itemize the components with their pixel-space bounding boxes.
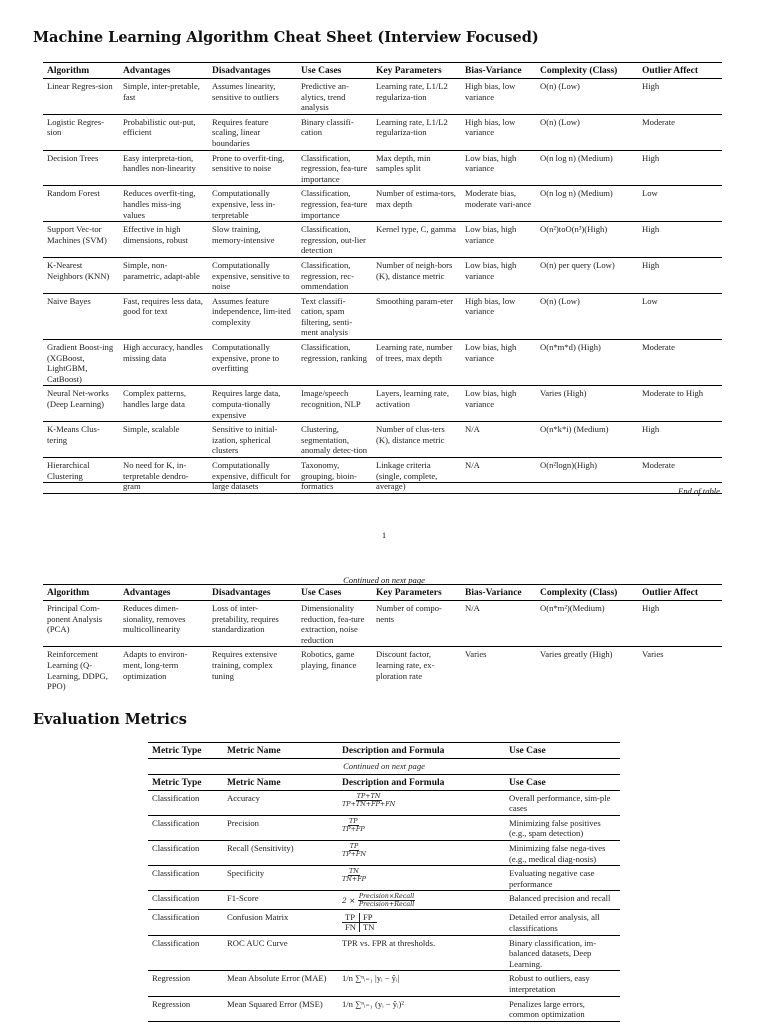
table-cell: Dimensionality reduction, fea-ture extraction, noise reduction: [301, 603, 365, 645]
table-cell: O(n) (Low): [540, 295, 580, 306]
metric-row: [148, 815, 620, 840]
metric-name: Accuracy: [227, 792, 260, 803]
column-header: Metric Type: [148, 774, 223, 790]
column-header: Bias-Variance: [465, 66, 522, 76]
table-cell: Discount factor, learning rate, ex-ploration rate: [376, 649, 435, 681]
table-cell: K-Means Clus-tering: [47, 424, 100, 445]
numerator: TP: [349, 841, 359, 850]
column-header: Advantages: [123, 66, 171, 76]
metric-name: Precision: [227, 817, 259, 828]
table-cell: Simple, inter-pretable, fast: [123, 81, 200, 102]
metric-name: Specificity: [227, 868, 265, 879]
table-cell: Moderate: [642, 460, 675, 470]
table-cell: Linear Regres-sion: [47, 81, 113, 91]
table-cell: High: [642, 259, 660, 270]
table-cell: O(n*m²)(Medium): [540, 603, 605, 613]
metric-row: [148, 891, 620, 910]
table-cell: Low bias, high variance: [465, 342, 517, 363]
table-cell: O(n*k*i) (Medium): [540, 424, 609, 435]
metric-use-case: Evaluating negative case performance: [509, 868, 595, 889]
metric-formula: [338, 910, 505, 935]
denominator: TP+FN: [342, 849, 366, 858]
table-cell: Random Forest: [47, 188, 100, 199]
table-cell: N/A: [465, 460, 480, 470]
table-cell: Fast, requires less data, good for text: [123, 295, 203, 317]
metric-type: Regression: [152, 973, 191, 984]
table-cell: Neural Net-works (Deep Learning): [47, 388, 109, 410]
table-row: [43, 386, 722, 422]
formula: [342, 841, 366, 858]
numerator: TP: [349, 816, 358, 825]
metric-row: [148, 971, 620, 996]
fraction: [342, 868, 366, 883]
table-cell: O(n log n) (Medium): [540, 188, 613, 199]
table-cell: Number of clus-ters (K), distance metric: [376, 424, 445, 445]
formula-text: TPR vs. FPR at thresholds.: [342, 937, 436, 948]
document-title: Machine Learning Algorithm Cheat Sheet (Interview Focused): [33, 29, 539, 46]
matrix-cell: FN: [342, 923, 360, 932]
column-header: Algorithm: [47, 66, 90, 76]
column-header: Algorithm: [47, 588, 90, 598]
metric-type: Classification: [152, 792, 200, 803]
metric-type: Classification: [152, 937, 200, 948]
table-cell: Slow training, memory-intensive: [212, 224, 275, 245]
formula: [342, 867, 366, 884]
metric-use-case: Robust to outliers, easy interpretation: [509, 973, 590, 994]
table-cell: Varies: [642, 649, 664, 660]
table-cell: Layers, learning rate, activation: [376, 388, 450, 410]
table-cell: Computationally expensive, difficult for large datasets: [212, 460, 291, 492]
denominator: TP+FP: [342, 824, 365, 833]
metric-type: Classification: [152, 868, 200, 879]
table-cell: Moderate: [642, 342, 675, 353]
formula: [342, 791, 396, 808]
table-cell: Max depth, min samples split: [376, 152, 431, 174]
table-cell: Requires extensive training, complex tuning: [212, 649, 278, 681]
column-header: Metric Type: [152, 746, 202, 756]
column-header: Outlier Affect: [642, 588, 699, 598]
metric-name: Mean Absolute Error (MAE): [227, 973, 327, 984]
table-cell: High bias, low variance: [465, 116, 516, 138]
table-row: [43, 257, 722, 293]
column-header: Complexity (Class): [540, 588, 618, 598]
table-cell: Complex patterns, handles large data: [123, 388, 187, 410]
metrics-header-row: [148, 743, 620, 759]
table-cell: O(n²)toO(n³)(High): [540, 224, 608, 235]
table-cell: Computationally expensive, prone to overfitting: [212, 342, 280, 374]
table-cell: Moderate bias, moderate vari-ance: [465, 188, 532, 209]
formula-text: 1/n ∑ⁿᵢ₌₁ |yᵢ − ŷᵢ|: [342, 973, 400, 984]
continued-note: Continued on next page: [343, 575, 425, 585]
table-cell: Taxonomy, grouping, bioin-formatics: [301, 460, 357, 492]
table-cell: Classification, regression, ranking: [301, 342, 367, 363]
table-cell: Low bias, high variance: [465, 388, 517, 410]
table-cell: O(n log n) (Medium): [540, 152, 613, 163]
table-cell: Learning rate, L1/L2 regulariza-tion: [376, 116, 448, 138]
fraction: [342, 818, 365, 833]
table-cell: Varies (High): [540, 388, 587, 399]
table-cell: Computationally expensive, less in-terpretable: [212, 188, 276, 220]
table-cell: Clustering, segmentation, anomaly detec-tion: [301, 424, 368, 456]
column-header: Advantages: [123, 588, 171, 598]
metric-row: [148, 840, 620, 865]
metric-formula: [338, 840, 505, 865]
matrix-cell: TN: [363, 922, 375, 933]
table-cell: Support Vec-tor Machines (SVM): [47, 224, 107, 245]
table-cell: Requires feature scaling, linear boundaries: [212, 116, 269, 148]
metric-name: Recall (Sensitivity): [227, 842, 294, 853]
metric-type: Regression: [152, 998, 191, 1009]
metric-type: Classification: [152, 893, 200, 904]
fraction: [342, 793, 395, 808]
column-header: Disadvantages: [212, 66, 271, 76]
table-row: [43, 114, 722, 150]
table-cell: Reinforcement Learning (Q-Learning, DDPG, PPO): [47, 649, 108, 692]
metric-formula: [338, 866, 505, 891]
formula: [342, 816, 365, 833]
table-cell: Classification, regression, out-lier detection: [301, 224, 366, 256]
table-header-row: [43, 63, 722, 79]
continued-row: [148, 759, 620, 775]
table-cell: No need for K, in-terpretable dendro-gram: [123, 460, 189, 492]
table-cell: Easy interpreta-tion, handles non-linearity: [123, 152, 196, 174]
formula: [342, 892, 415, 909]
table-row: [43, 222, 722, 258]
continued-note: Continued on next page: [343, 761, 425, 771]
table-cell: High: [642, 603, 660, 613]
table-cell: Requires large data, computa-tionally expensive: [212, 388, 281, 420]
denominator: TP+TN+FP+FN: [342, 799, 396, 808]
table-cell: High: [642, 224, 660, 235]
column-header: Key Parameters: [376, 588, 442, 598]
table-cell: High: [642, 424, 660, 435]
end-of-table-note: End of table: [677, 486, 720, 496]
metric-type: Classification: [152, 842, 200, 853]
table-cell: Kernel type, C, gamma: [376, 224, 456, 235]
column-header: Key Parameters: [376, 66, 442, 76]
column-header: Outlier Affect: [642, 66, 699, 76]
table-cell: Hierarchical Clustering: [47, 460, 90, 481]
table-cell: Logistic Regres-sion: [47, 116, 105, 138]
formula-prefix: 2 ×: [342, 895, 358, 905]
table-cell: Gradient Boost-ing (XGBoost, LightGBM, CatBoost): [47, 342, 114, 384]
metric-formula: [338, 935, 505, 971]
table-cell: Moderate: [642, 116, 675, 127]
table-end-rule: [43, 482, 722, 483]
numerator: TN: [349, 867, 359, 876]
metric-use-case: Detailed error analysis, all classifications: [509, 912, 600, 933]
table-row: [43, 150, 722, 186]
metric-use-case: Minimizing false nega-tives (e.g., medical diag-nosis): [509, 842, 606, 864]
column-header: Use Case: [505, 774, 620, 790]
table-cell: O(n*m*d) (High): [540, 342, 601, 353]
metrics-section-title: Evaluation Metrics: [33, 711, 187, 728]
table-row: [43, 340, 722, 386]
table-cell: Reduces dimen-sionality, removes multicollinearity: [123, 603, 186, 635]
table-cell: Smoothing param-eter: [376, 295, 454, 306]
metric-use-case: Balanced precision and recall: [509, 893, 611, 904]
numerator: Precision×Recall: [358, 892, 415, 901]
column-header: Description and Formula: [342, 746, 445, 756]
table-cell: Text classifi-cation, spam filtering, senti-ment analysis: [301, 295, 353, 338]
table-cell: Number of neigh-bors (K), distance metric: [376, 259, 453, 281]
metric-row: [148, 790, 620, 815]
table-cell: O(n) (Low): [540, 116, 580, 127]
table-cell: Classification, regression, fea-ture importance: [301, 188, 368, 220]
table-cell: Predictive an-alytics, trend analysis: [301, 81, 349, 113]
metric-use-case: Penalizes large errors, common optimization: [509, 998, 585, 1020]
table-header-row: [43, 585, 722, 601]
table-cell: Effective in high dimensions, robust: [123, 224, 188, 245]
fraction: [358, 893, 415, 908]
table-cell: High bias, low variance: [465, 81, 516, 102]
table-cell: O(n²logn)(High): [540, 460, 597, 470]
metric-row: [148, 866, 620, 891]
table-cell: Assumes linearity, sensitive to outliers: [212, 81, 279, 102]
table-cell: Classification, regression, rec-ommendation: [301, 259, 354, 292]
formula-text: 1/n ∑ⁿᵢ₌₁ (yᵢ − ŷᵢ)²: [342, 998, 404, 1009]
table-cell: High: [642, 81, 660, 91]
metric-type: Classification: [152, 912, 200, 923]
column-header: Use Cases: [301, 66, 342, 76]
page-number: 1: [381, 530, 387, 540]
table-cell: Simple, non-parametric, adapt-able: [123, 259, 200, 281]
denominator: Precision+Recall: [358, 900, 415, 909]
table-cell: Linkage criteria (single, complete, average): [376, 460, 438, 492]
table-row: [43, 186, 722, 222]
table-cell: Simple, scalable: [123, 424, 180, 435]
fraction: [342, 843, 366, 858]
table-cell: Decision Trees: [47, 152, 99, 163]
table-cell: N/A: [465, 424, 480, 435]
metric-formula: [338, 971, 505, 996]
metric-name: Confusion Matrix: [227, 912, 289, 923]
metric-row: [148, 996, 620, 1021]
metric-use-case: Binary classification, im-balanced datasets, Deep Learning.: [509, 937, 597, 969]
table-cell: Principal Com-ponent Analysis (PCA): [47, 603, 103, 635]
table-cell: N/A: [465, 603, 480, 613]
metric-name: Mean Squared Error (MSE): [227, 998, 323, 1009]
column-header: Disadvantages: [212, 588, 271, 598]
numerator: TP+TN: [356, 791, 381, 800]
table-cell: Naive Bayes: [47, 295, 91, 306]
table-cell: Learning rate, L1/L2 regulariza-tion: [376, 81, 448, 102]
table-cell: Classification, regression, fea-ture importance: [301, 152, 368, 184]
table-row: [43, 647, 722, 693]
column-header: Bias-Variance: [465, 588, 522, 598]
metric-row: [148, 935, 620, 971]
table-row: [43, 79, 722, 115]
algorithm-table: [43, 62, 722, 494]
table-cell: Prone to overfit-ting, sensitive to noise: [212, 152, 285, 174]
metric-name: F1-Score: [227, 893, 259, 904]
table-cell: O(n) (Low): [540, 81, 580, 91]
table-cell: Number of compo-nents: [376, 603, 442, 624]
table-cell: O(n) per query (Low): [540, 259, 615, 270]
metric-formula: [338, 815, 505, 840]
table-cell: Adapts to environ-ment, long-term optimization: [123, 649, 188, 681]
column-header: Metric Name: [227, 746, 281, 756]
table-cell: Low bias, high variance: [465, 224, 517, 245]
metric-formula: [338, 996, 505, 1021]
table-row: [43, 293, 722, 339]
table-cell: Probabilistic out-put, efficient: [123, 116, 196, 138]
column-header: Description and Formula: [338, 774, 505, 790]
table-cell: Low bias, high variance: [465, 152, 517, 174]
column-header: Use Case: [509, 746, 546, 756]
table-cell: High: [642, 152, 660, 163]
matrix-cell: FP: [360, 913, 377, 923]
table-cell: Varies: [465, 649, 487, 660]
table-row: [43, 422, 722, 458]
table-cell: Computationally expensive, sensitive to noise: [212, 259, 290, 292]
metric-use-case: Minimizing false positives (e.g., spam detection): [509, 817, 601, 839]
table-cell: Loss of inter-pretability, requires standardization: [212, 603, 279, 635]
table-cell: Assumes feature independence, lim-ited complexity: [212, 295, 291, 327]
column-header: Use Cases: [301, 588, 342, 598]
metric-formula: [338, 891, 505, 910]
column-header: Metric Name: [223, 774, 338, 790]
table-cell: Learning rate, number of trees, max depth: [376, 342, 453, 363]
metric-formula: [338, 790, 505, 815]
metrics-table: [148, 742, 620, 1022]
table-cell: Low: [642, 295, 658, 306]
column-header: Complexity (Class): [540, 66, 618, 76]
table-row: [43, 601, 722, 647]
table-cell: Number of estima-tors, max depth: [376, 188, 456, 209]
metric-row: [148, 910, 620, 935]
table-cell: Low: [642, 188, 658, 199]
metric-name: ROC AUC Curve: [227, 937, 288, 948]
confusion-matrix: [342, 913, 377, 932]
table-row: [43, 458, 722, 494]
table-cell: Varies greatly (High): [540, 649, 613, 660]
algorithm-table-continued: [43, 584, 722, 693]
table-cell: Binary classifi-cation: [301, 116, 354, 138]
table-cell: High bias, low variance: [465, 295, 516, 317]
metric-use-case: Overall performance, sim-ple cases: [509, 792, 611, 814]
table-cell: Sensitive to initial-ization, spherical clusters: [212, 424, 278, 456]
table-cell: Moderate to High: [642, 388, 704, 399]
table-cell: High accuracy, handles missing data: [123, 342, 203, 363]
metric-type: Classification: [152, 817, 200, 828]
table-cell: Low bias, high variance: [465, 259, 517, 281]
matrix-cell: TP: [342, 913, 360, 923]
table-cell: Reduces overfit-ting, handles miss-ing values: [123, 188, 196, 220]
table-cell: Image/speech recognition, NLP: [301, 388, 361, 410]
metrics-header-row-repeat: [148, 774, 620, 790]
table-cell: K-Nearest Neighbors (KNN): [47, 259, 110, 281]
table-cell: Robotics, game playing, finance: [301, 649, 357, 670]
denominator: TN+FP: [342, 875, 366, 884]
